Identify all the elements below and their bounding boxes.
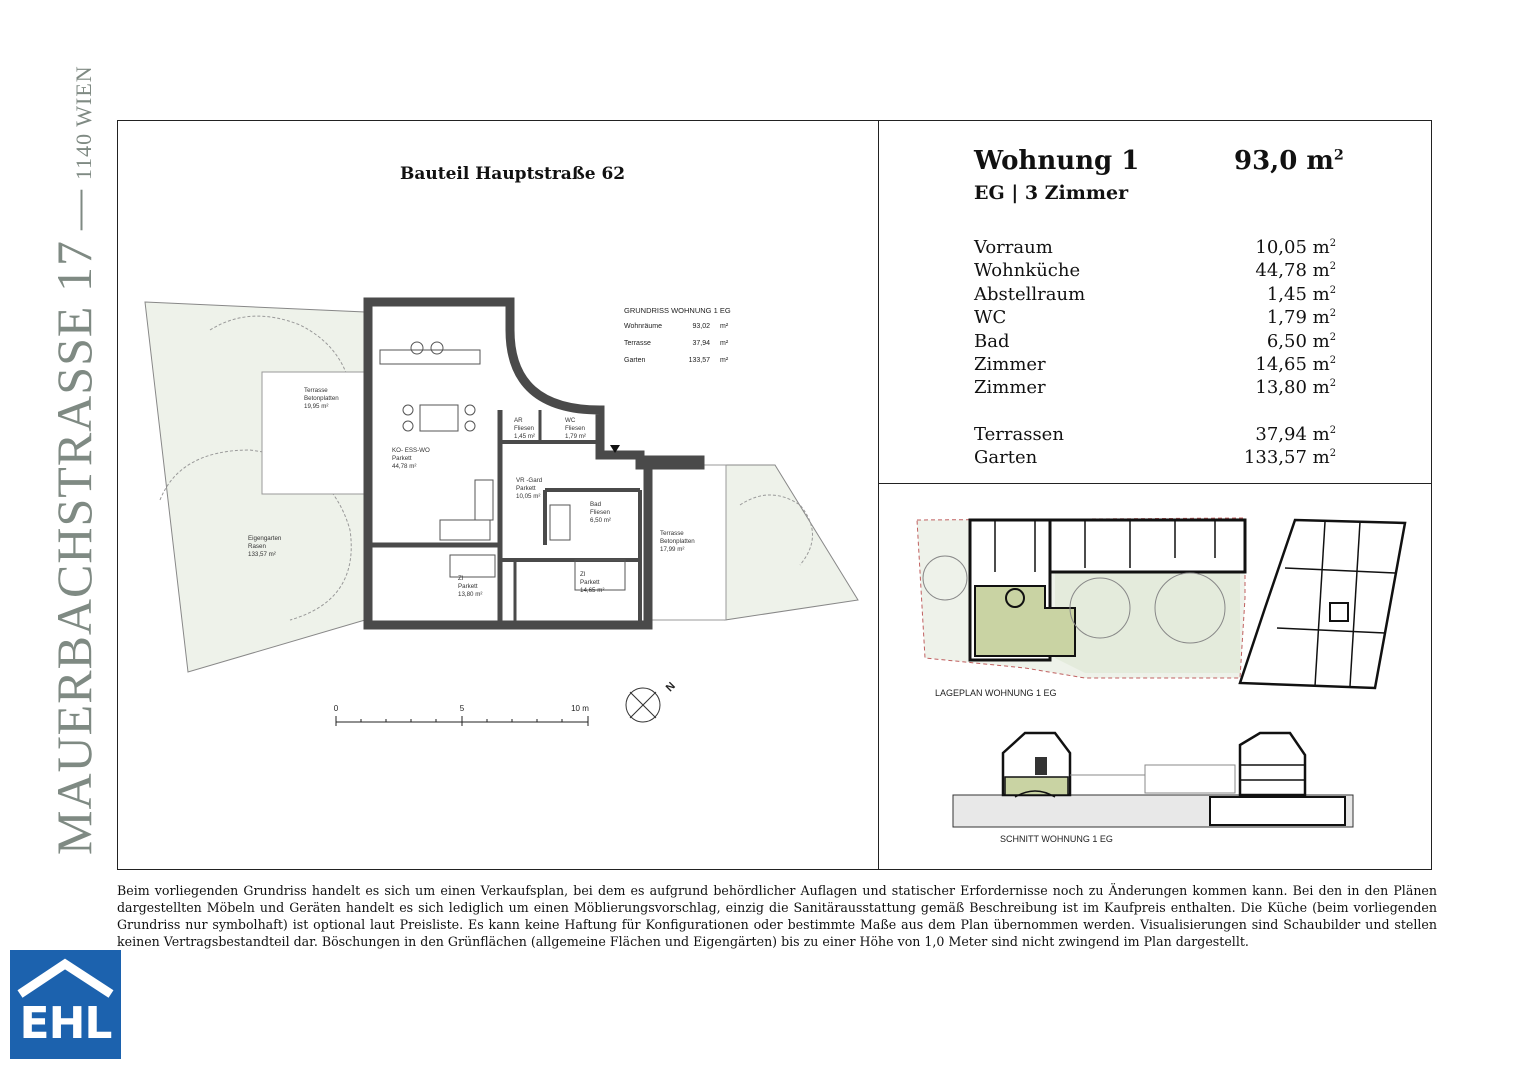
outdoor-row-area: 133,57 m [1243, 447, 1330, 469]
room-area: 44,78 m² [392, 463, 417, 470]
site-neighbor-building [1240, 520, 1405, 688]
disclaimer-text: Beim vorliegenden Grundriss handelt es sich um einen Verkaufsplan, bei dem es aufgrund behördlicher Auflagen und statischer Erfordernisse noch zu Änderungen kommen kann. Bei den in den Plänen dargestellten Möbeln und Geräten handelt es sich lediglich um einen Möblierungsvorschlag, einzig die Sanitärausstattung gemäß Beschreibung ist im Kaufpreis enthalten. Die Küche (beim vorliegenden Grundriss nur symbolhaft) ist optional laut Preisliste. Es kann keine Haftung für Konfigurationen oder bestimmte Maße aus dem Plan übernommen werden. Visualisierungen sind Schaubilder und stellen keinen Vertragsbestandteil dar. Böschungen in den Grünflächen (allgemeine Flächen und Eigengärten) bis zu einer Höhe von 1,0 Meter sind nicht zwingend im Plan dargestellt. [117, 883, 1437, 949]
section-plan-label: SCHNITT WOHNUNG 1 EG [1000, 834, 1113, 844]
apartment-subtitle: EG | 3 Zimmer [974, 182, 1129, 204]
room-area: 17,99 m² [660, 546, 685, 553]
legend-title: GRUNDRISS WOHNUNG 1 EG [624, 306, 731, 315]
north-arrow-icon [626, 680, 678, 722]
floor-plan [140, 290, 870, 740]
garden-area-right [725, 465, 858, 620]
unit-sup: 2 [1329, 308, 1336, 320]
room-material: Fliesen [514, 425, 534, 432]
room-material: Fliesen [565, 425, 585, 432]
section-apartment-highlight [1005, 777, 1068, 795]
outdoor-list [974, 423, 1336, 470]
legend-label: Garten [624, 357, 646, 364]
room-row-name: Vorraum [974, 237, 1053, 258]
legend-unit: m² [720, 357, 729, 364]
room-name: Eigengarten [248, 535, 282, 542]
room-name: VR -Gard [516, 477, 543, 484]
building-title: Bauteil Hauptstraße 62 [400, 164, 626, 184]
legend-unit: m² [720, 323, 729, 330]
room-area: 1,45 m² [514, 433, 535, 440]
room-material: Betonplatten [304, 395, 339, 402]
legend-label: Wohnräume [624, 323, 663, 330]
room-row [974, 353, 1336, 376]
room-row-area: 1,79 m [1266, 307, 1330, 329]
room-material: Parkett [458, 583, 478, 590]
room-row [974, 259, 1336, 282]
room-row-name: Abstellraum [974, 283, 1086, 305]
vertical-address-title [45, 65, 103, 855]
room-material: Parkett [580, 579, 600, 586]
site-plan-label: LAGEPLAN WOHNUNG 1 EG [935, 688, 1057, 698]
apartment-size-sup: 2 [1333, 147, 1344, 164]
unit-sup: 2 [1329, 354, 1336, 366]
room-name: AR [514, 417, 523, 424]
room-name: KO- ESS-WO [392, 447, 430, 454]
outdoor-row-area: 37,94 m [1255, 424, 1330, 445]
logo-text: EHL [19, 998, 112, 1049]
legend-value: 133,57 [688, 357, 710, 364]
room-material: Betonplatten [660, 538, 695, 545]
unit-sup: 2 [1329, 284, 1336, 296]
room-row-area: 13,80 m [1255, 377, 1330, 399]
title-dash: — [55, 190, 100, 231]
room-row [974, 330, 1336, 353]
section-building-right [1240, 733, 1305, 795]
floorplan-legend [624, 306, 731, 364]
room-name: ZI [580, 571, 586, 578]
room-name: Bad [590, 501, 602, 508]
scale-tick: 0 [333, 704, 339, 713]
room-row-name: Zimmer [974, 377, 1046, 399]
outdoor-row-name: Garten [974, 447, 1038, 469]
room-area: 13,80 m² [458, 591, 483, 598]
room-area: 14,65 m² [580, 587, 605, 594]
unit-sup: 2 [1329, 238, 1336, 249]
apartment-title: Wohnung 1 [974, 146, 1140, 176]
apartment-size-value: 93,0 m [1234, 146, 1334, 176]
north-label: N [663, 680, 678, 695]
scale-tick: 5 [459, 704, 465, 713]
frame-divider-horizontal [878, 483, 1432, 484]
room-row [974, 306, 1336, 329]
unit-sup: 2 [1329, 425, 1336, 436]
room-row-name: Wohnküche [974, 260, 1081, 282]
room-row-area: 1,45 m [1266, 283, 1330, 305]
room-area: 19,95 m² [304, 403, 329, 410]
scale-tick: 10 m [571, 704, 589, 713]
legend-unit: m² [720, 340, 729, 347]
site-plan [905, 508, 1415, 703]
ehl-logo [10, 950, 121, 1059]
city-name: 1140 WIEN [71, 65, 96, 181]
frame-divider-vertical [878, 120, 879, 870]
room-row-area: 44,78 m [1255, 260, 1330, 282]
room-area: 10,05 m² [516, 493, 541, 500]
room-area: 133,57 m² [248, 551, 276, 558]
legend-value: 93,02 [692, 323, 710, 330]
house-roof-icon [10, 950, 121, 1000]
room-row [974, 283, 1336, 306]
section-basement [1210, 797, 1345, 825]
unit-sup: 2 [1329, 378, 1336, 390]
room-row [974, 236, 1336, 259]
room-area: 1,79 m² [565, 433, 586, 440]
outdoor-row [974, 423, 1336, 446]
unit-sup: 2 [1329, 261, 1336, 273]
room-list [974, 236, 1336, 400]
unit-sup: 2 [1329, 331, 1336, 343]
section-plan [945, 725, 1365, 850]
room-area: 6,50 m² [590, 517, 611, 524]
room-row-name: Zimmer [974, 353, 1046, 375]
room-name: ZI [458, 575, 464, 582]
legend-label: Terrasse [624, 340, 651, 347]
room-row [974, 376, 1336, 399]
room-row-area: 6,50 m [1266, 330, 1330, 352]
outdoor-row-name: Terrassen [974, 424, 1064, 445]
outdoor-row [974, 446, 1336, 469]
street-name: MAUERBACHSTRASSE 17 [46, 240, 102, 855]
room-name: WC [565, 417, 576, 424]
room-material: Parkett [392, 455, 412, 462]
room-row-name: Bad [974, 330, 1010, 352]
room-row-area: 10,05 m [1255, 237, 1330, 258]
room-material: Parkett [516, 485, 536, 492]
room-name: Terrasse [660, 530, 684, 537]
room-material: Rasen [248, 543, 266, 550]
apartment-size [1234, 146, 1344, 176]
room-row-name: WC [974, 307, 1007, 329]
room-name: Terrasse [304, 387, 328, 394]
unit-sup: 2 [1329, 448, 1336, 460]
legend-value: 37,94 [692, 340, 710, 347]
scale-bar [334, 704, 589, 726]
room-material: Fliesen [590, 509, 610, 516]
room-row-area: 14,65 m [1255, 353, 1330, 375]
